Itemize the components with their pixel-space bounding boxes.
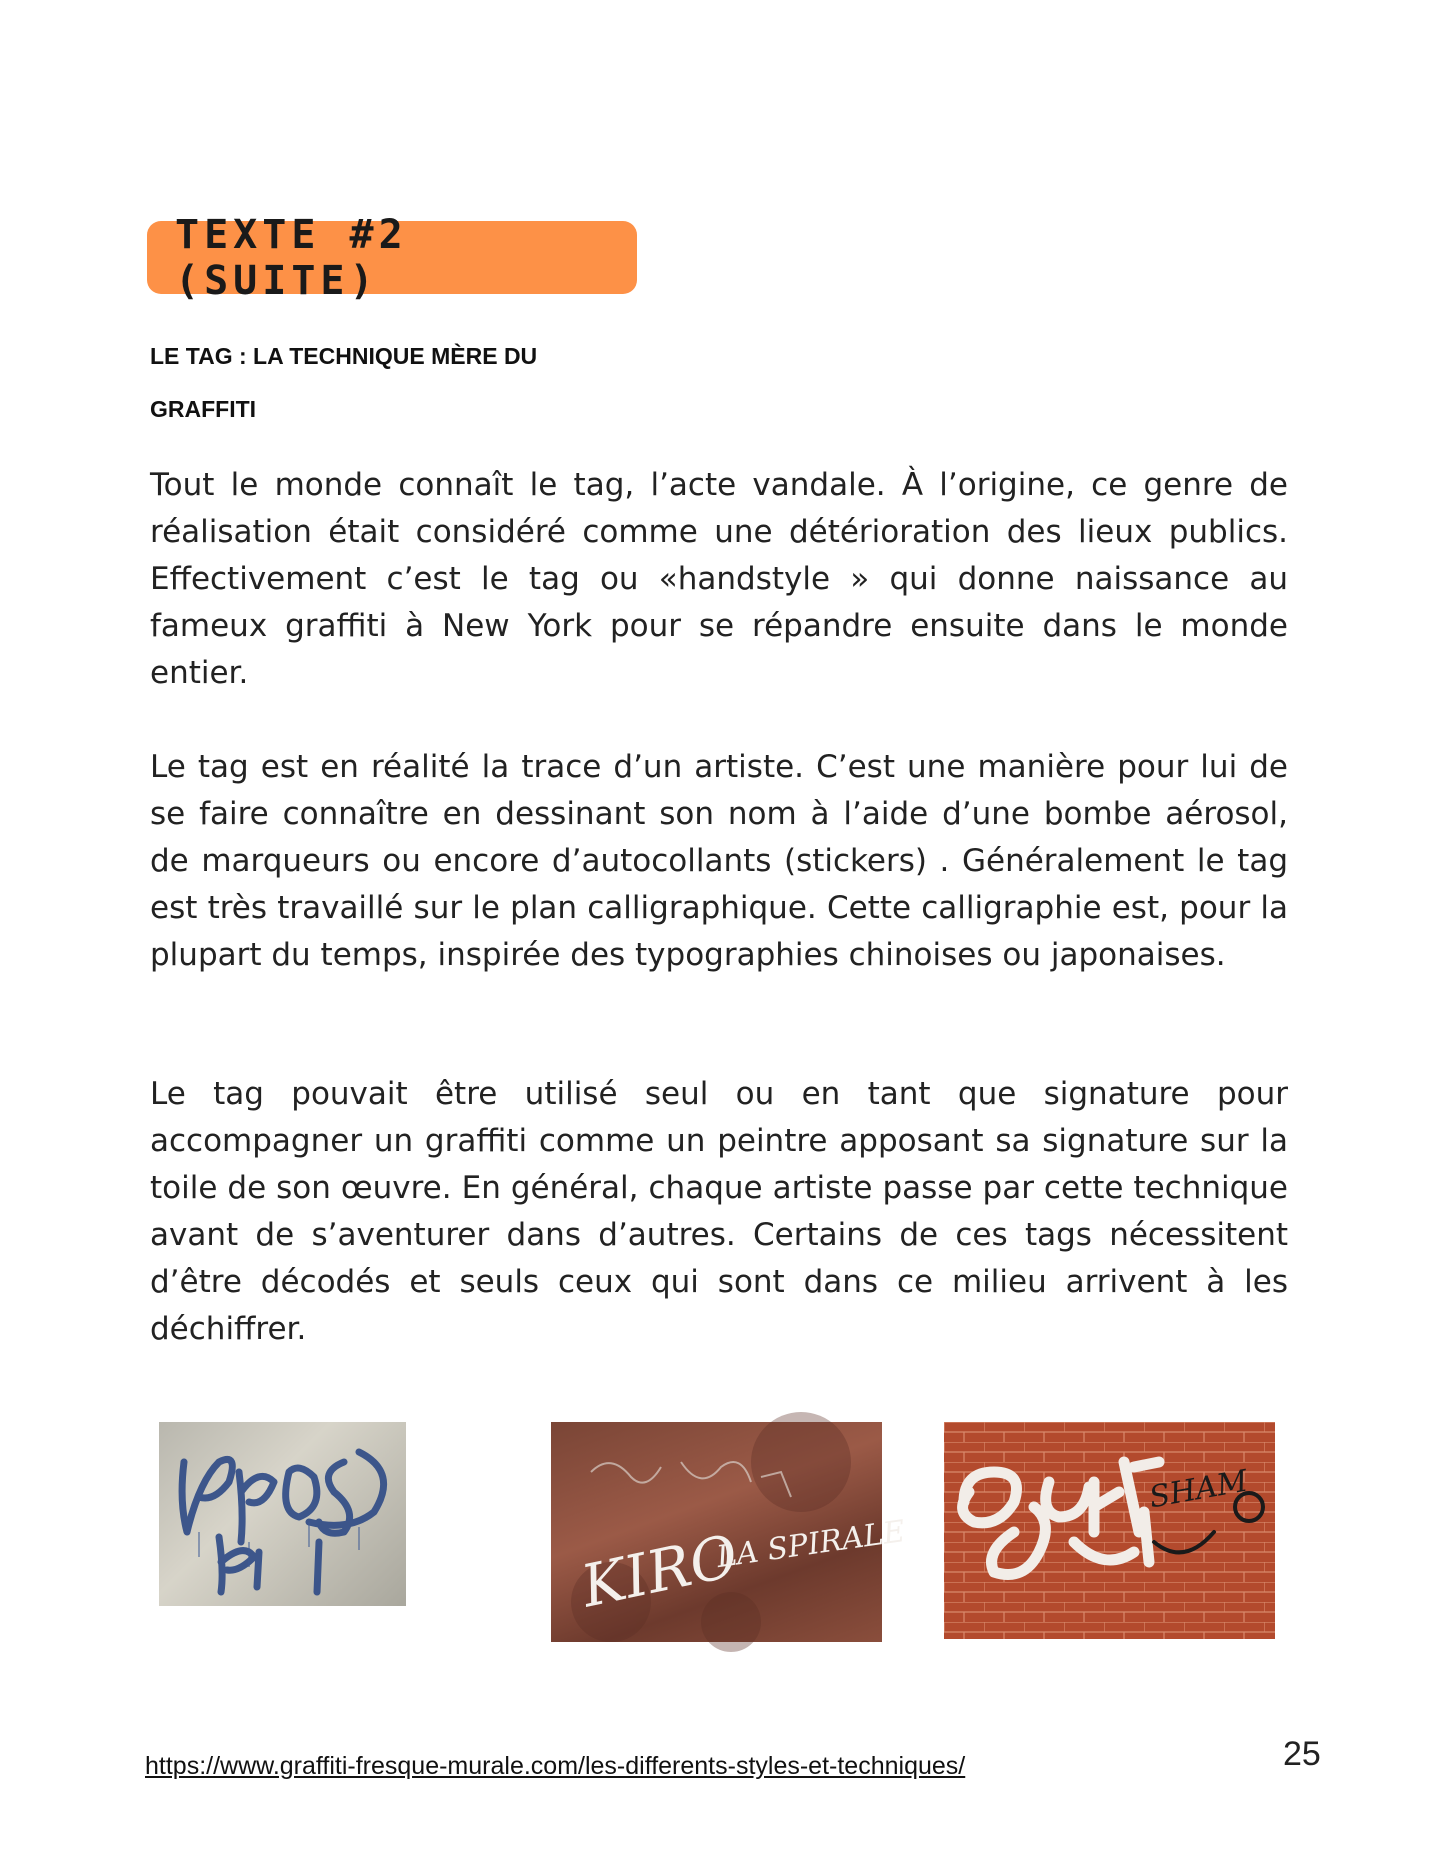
sham-tag-text: SHAM: [1146, 1463, 1251, 1516]
blue-tag-drawing: [159, 1422, 406, 1606]
paragraph-3: Le tag pouvait être utilisé seul ou en tant que signature pour accompagner un graffiti comme un peintre apposant sa signature sur la toile de son œuvre. En général, chaque artiste passe par cette technique avant de s’aventurer dans d’autres. Certains de ces tags nécessitent d’être décodés et seuls ceux qui sont dans ce milieu arrivent à les déchiffrer.: [150, 1076, 1288, 1347]
section-heading-line-2: GRAFFITI: [150, 396, 257, 422]
title-text: TEXTE #2 (SUITE): [175, 211, 408, 304]
paragraph-1: Tout le monde connaît le tag, l’acte vandale. À l’origine, ce genre de réalisation était considéré comme une détérioration des lieux publics. Effectivement c’est le tag ou «handstyle » qui donne naissance au fameux graffiti à New York pour se répandre ensuite dans le monde entier.: [150, 467, 1288, 691]
page-number: 25: [1283, 1735, 1321, 1773]
brick-wall-drawing: [944, 1422, 1275, 1639]
section-heading-line-1: LE TAG : LA TECHNIQUE MÈRE DU: [150, 343, 538, 369]
white-tag-red-wall-photo-icon: [551, 1422, 908, 1642]
la-spirale-tag-text: LA SPIRALE: [714, 1513, 908, 1576]
tag-brick-wall-photo-icon: [944, 1422, 1275, 1639]
blue-tag-photo-icon: [159, 1422, 406, 1606]
source-link[interactable]: https://www.graffiti-fresque-murale.com/les-differents-styles-et-techniques/: [145, 1752, 966, 1780]
kiro-tag-text: KIRO: [575, 1521, 744, 1621]
title-badge: [147, 211, 637, 304]
section-heading: [150, 330, 670, 436]
paragraph-2: Le tag est en réalité la trace d’un artiste. C’est une manière pour lui de se faire connaître en dessinant son nom à l’aide d’une bombe aérosol, de marqueurs ou encore d’autocollants (stickers) . Généralement le tag est très travaillé sur le plan calligraphique. Cette calligraphie est, pour la plupart du temps, inspirée des typographies chinoises ou japonaises.: [150, 749, 1288, 973]
